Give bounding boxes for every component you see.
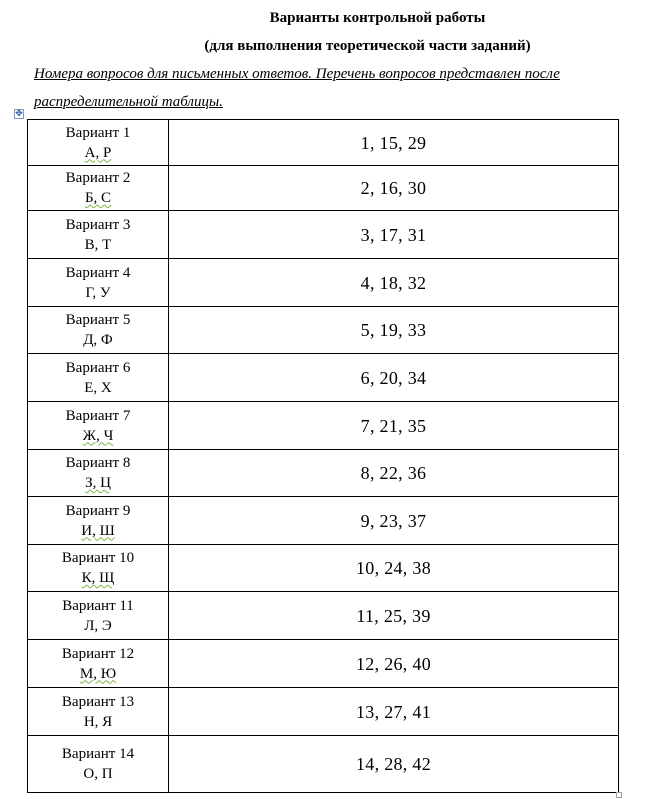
document-title-line-1: Варианты контрольной работы bbox=[269, 10, 486, 26]
variant-name: Вариант 8 bbox=[65, 455, 131, 471]
variant-cell[interactable] bbox=[28, 211, 169, 259]
instruction-note-line-2: распределительной таблицы. bbox=[34, 94, 223, 110]
question-numbers[interactable]: 2, 16, 30 bbox=[169, 166, 619, 211]
document-title-line-2: (для выполнения теоретической части заданий) bbox=[204, 38, 531, 54]
variant-letters: М, Ю bbox=[79, 665, 117, 682]
variant-letters: Д, Ф bbox=[83, 332, 113, 348]
variant-cell[interactable] bbox=[28, 402, 169, 450]
question-numbers[interactable]: 12, 26, 40 bbox=[169, 640, 619, 688]
variant-cell[interactable] bbox=[28, 545, 169, 592]
variant-letters: К, Щ bbox=[81, 570, 115, 586]
question-numbers[interactable]: 13, 27, 41 bbox=[169, 688, 619, 736]
instruction-note-line-1: Номера вопросов для письменных ответов. Перечень вопросов представлен после bbox=[34, 66, 560, 82]
variant-cell[interactable] bbox=[28, 640, 169, 688]
variant-name: Вариант 4 bbox=[65, 264, 131, 281]
variant-letters: Б, С bbox=[84, 190, 112, 206]
variant-cell[interactable] bbox=[28, 450, 169, 497]
page-corner-marker bbox=[616, 792, 622, 798]
variant-name: Вариант 5 bbox=[65, 312, 131, 328]
variant-letters: А, Р bbox=[84, 144, 112, 161]
variant-name: Вариант 3 bbox=[65, 216, 131, 233]
variant-name: Вариант 7 bbox=[65, 407, 131, 424]
table-row bbox=[28, 402, 619, 450]
variant-letters: Л, Э bbox=[84, 617, 112, 634]
table-row bbox=[28, 120, 619, 166]
move-cross-icon[interactable]: ✥ bbox=[15, 109, 23, 119]
variant-name: Вариант 2 bbox=[65, 170, 131, 186]
question-numbers[interactable]: 14, 28, 42 bbox=[169, 736, 619, 793]
table-row bbox=[28, 592, 619, 640]
variant-letters: Ж, Ч bbox=[82, 427, 114, 444]
variant-cell[interactable] bbox=[28, 307, 169, 354]
question-numbers[interactable]: 5, 19, 33 bbox=[169, 307, 619, 354]
question-numbers[interactable]: 3, 17, 31 bbox=[169, 211, 619, 259]
question-numbers[interactable]: 9, 23, 37 bbox=[169, 497, 619, 545]
variant-letters: Н, Я bbox=[83, 713, 113, 730]
table-row bbox=[28, 688, 619, 736]
table-row bbox=[28, 354, 619, 402]
table-row bbox=[28, 166, 619, 211]
variant-letters: З, Ц bbox=[85, 475, 111, 491]
variant-cell[interactable] bbox=[28, 259, 169, 307]
variants-table bbox=[27, 119, 619, 793]
table-row bbox=[28, 259, 619, 307]
variant-cell[interactable] bbox=[28, 592, 169, 640]
question-numbers[interactable]: 7, 21, 35 bbox=[169, 402, 619, 450]
question-numbers[interactable]: 11, 25, 39 bbox=[169, 592, 619, 640]
variant-cell[interactable] bbox=[28, 688, 169, 736]
variant-letters: Е, Х bbox=[84, 379, 112, 396]
table-row bbox=[28, 307, 619, 354]
variant-name: Вариант 1 bbox=[65, 124, 131, 141]
table-row bbox=[28, 545, 619, 592]
variant-letters: И, Ш bbox=[81, 522, 115, 539]
table-row bbox=[28, 450, 619, 497]
question-numbers[interactable]: 8, 22, 36 bbox=[169, 450, 619, 497]
table-row bbox=[28, 497, 619, 545]
question-numbers[interactable]: 6, 20, 34 bbox=[169, 354, 619, 402]
variant-name: Вариант 6 bbox=[65, 359, 131, 376]
variant-letters: Г, У bbox=[85, 284, 111, 301]
variant-cell[interactable] bbox=[28, 166, 169, 211]
variant-cell[interactable] bbox=[28, 736, 169, 793]
question-numbers[interactable]: 4, 18, 32 bbox=[169, 259, 619, 307]
variant-cell[interactable] bbox=[28, 120, 169, 166]
variant-letters: О, П bbox=[83, 766, 113, 782]
variant-name: Вариант 11 bbox=[62, 597, 134, 614]
variant-cell[interactable] bbox=[28, 497, 169, 545]
variant-name: Вариант 9 bbox=[65, 502, 131, 519]
variant-letters: В, Т bbox=[84, 236, 112, 253]
table-row bbox=[28, 211, 619, 259]
question-numbers[interactable]: 1, 15, 29 bbox=[169, 120, 619, 166]
table-row bbox=[28, 640, 619, 688]
variant-name: Вариант 14 bbox=[61, 746, 135, 762]
variant-cell[interactable] bbox=[28, 354, 169, 402]
table-row bbox=[28, 736, 619, 793]
variant-name: Вариант 10 bbox=[61, 550, 135, 566]
question-numbers[interactable]: 10, 24, 38 bbox=[169, 545, 619, 592]
variant-name: Вариант 13 bbox=[61, 693, 135, 710]
variant-name: Вариант 12 bbox=[61, 645, 135, 662]
